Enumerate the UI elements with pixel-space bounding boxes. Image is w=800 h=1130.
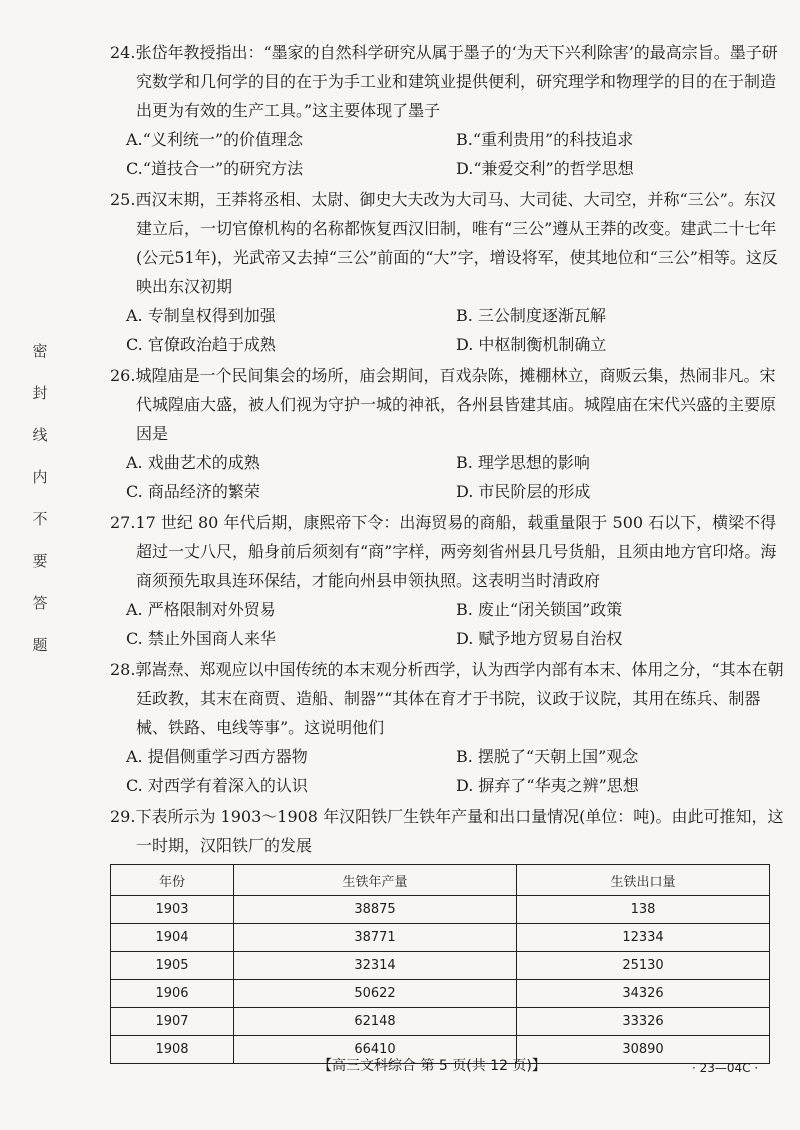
option-c: C. 禁止外国商人来华 [126, 629, 276, 648]
cell-output: 50622 [234, 980, 517, 1008]
option-a: A. 戏曲艺术的成熟 [126, 453, 260, 472]
option-a: A. 提倡侧重学习西方器物 [126, 747, 308, 766]
question-29 [110, 802, 790, 860]
column-header-output: 生铁年产量 [234, 865, 517, 896]
cell-output: 32314 [234, 952, 517, 980]
cell-output: 66410 [234, 1036, 517, 1064]
option-c: C. 官僚政治趋于成熟 [126, 335, 276, 354]
table-header-row [111, 865, 770, 896]
option-b: B. 摆脱了“天朝上国”观念 [456, 747, 639, 766]
side-char: 答 [32, 594, 48, 612]
cell-year: 1908 [111, 1036, 234, 1064]
question-number: 26. [110, 366, 136, 385]
table-row [111, 924, 770, 952]
options [110, 301, 790, 359]
question-stem [110, 802, 790, 860]
table-row [111, 896, 770, 924]
question-text: 17 世纪 80 年代后期，康熙帝下令：出海贸易的商船，载重量限于 500 石以下，横梁不得超过一丈八尺，船身前后须刻有“商”字样，两旁刻省州县几号货船，且须由地方官印烙。海商须预先取具连环保结，才能向州县申领执照。这表明当时清政府 [135, 513, 777, 590]
cell-export: 138 [517, 896, 770, 924]
question-text: 张岱年教授指出：“墨家的自然科学研究从属于墨子的‘为天下兴利除害’的最高宗旨。墨子研究数学和几何学的目的在于为手工业和建筑业提供便利，研究理学和物理学的目的在于制造出更为有效的生产工具。”这主要体现了墨子 [135, 43, 778, 120]
option-d: D. 中枢制衡机制确立 [456, 335, 607, 354]
option-c: C.“道技合一”的研究方法 [126, 159, 304, 178]
option-b: B. 理学思想的影响 [456, 453, 590, 472]
cell-export: 33326 [517, 1008, 770, 1036]
options [110, 742, 790, 800]
question-26 [110, 361, 790, 506]
question-stem [110, 361, 790, 448]
question-number: 29. [110, 807, 136, 826]
cell-export: 25130 [517, 952, 770, 980]
cell-export: 30890 [517, 1036, 770, 1064]
cell-year: 1906 [111, 980, 234, 1008]
question-number: 27. [110, 513, 136, 532]
cell-output: 38771 [234, 924, 517, 952]
option-b: B.“重利贵用”的科技追求 [456, 130, 634, 149]
question-text: 城隍庙是一个民间集会的场所，庙会期间，百戏杂陈，摊棚林立，商贩云集，热闹非凡。宋代城隍庙大盛，被人们视为守护一城的神祇，各州县皆建其庙。城隍庙在宋代兴盛的主要原因是 [135, 366, 777, 443]
options [110, 448, 790, 506]
page-number-label: 【高三文科综合 第 5 页(共 12 页)】 [318, 1058, 546, 1074]
question-number: 28. [110, 660, 136, 679]
side-char: 不 [32, 510, 48, 528]
column-header-export: 生铁出口量 [517, 865, 770, 896]
iron-output-table [110, 864, 770, 1064]
table-row [111, 952, 770, 980]
question-text: 西汉末期，王莽将丞相、太尉、御史大夫改为大司马、大司徒、大司空，并称“三公”。东汉建立后，一切官僚机构的名称都恢复西汉旧制，唯有“三公”遵从王莽的改变。建武二十七年(公元51年)，光武帝又去掉“三公”前面的“大”字，增设将军，使其地位和“三公”相等。这反映出东汉初期 [135, 190, 778, 296]
side-char: 要 [32, 552, 48, 570]
option-b: B. 废止“闭关锁国”政策 [456, 600, 623, 619]
question-list [110, 38, 790, 1064]
side-char: 题 [32, 636, 48, 654]
cell-year: 1905 [111, 952, 234, 980]
question-27 [110, 508, 790, 653]
option-c: C. 商品经济的繁荣 [126, 482, 260, 501]
question-text: 下表所示为 1903～1908 年汉阳铁厂生铁年产量和出口量情况(单位：吨)。由此可推知，这一时期，汉阳铁厂的发展 [135, 807, 784, 855]
option-d: D. 摒弃了“华夷之辨”思想 [456, 776, 639, 795]
cell-year: 1907 [111, 1008, 234, 1036]
option-a: A. 严格限制对外贸易 [126, 600, 276, 619]
cell-year: 1904 [111, 924, 234, 952]
cell-export: 34326 [517, 980, 770, 1008]
option-d: D. 市民阶层的形成 [456, 482, 591, 501]
option-a: A.“义利统一”的价值理念 [126, 130, 304, 149]
side-char: 线 [32, 426, 48, 444]
option-c: C. 对西学有着深入的认识 [126, 776, 308, 795]
column-header-year: 年份 [111, 865, 234, 896]
cell-export: 12334 [517, 924, 770, 952]
table-row [111, 1008, 770, 1036]
cell-output: 38875 [234, 896, 517, 924]
question-stem [110, 655, 790, 742]
question-28 [110, 655, 790, 800]
option-d: D.“兼爱交利”的哲学思想 [456, 159, 634, 178]
cell-output: 62148 [234, 1008, 517, 1036]
table-row [111, 980, 770, 1008]
question-number: 25. [110, 190, 136, 209]
question-stem [110, 185, 790, 301]
exam-code: · 23—04C · [692, 1061, 759, 1075]
cell-year: 1903 [111, 896, 234, 924]
question-stem [110, 508, 790, 595]
option-d: D. 赋予地方贸易自治权 [456, 629, 623, 648]
seal-line-note [28, 340, 52, 655]
options [110, 595, 790, 653]
question-stem [110, 38, 790, 125]
question-number: 24. [110, 43, 136, 62]
question-25 [110, 185, 790, 359]
option-a: A. 专制皇权得到加强 [126, 306, 276, 325]
question-24 [110, 38, 790, 183]
side-char: 封 [32, 384, 48, 402]
options [110, 125, 790, 183]
question-text: 郭嵩焘、郑观应以中国传统的本末观分析西学，认为西学内部有本末、体用之分，“其本在朝廷政教，其末在商贾、造船、制器”“其体在育才于书院，议政于议院，其用在练兵、制器械、铁路、电线等事”。这说明他们 [135, 660, 784, 737]
side-char: 密 [32, 342, 48, 360]
side-char: 内 [32, 468, 48, 486]
option-b: B. 三公制度逐渐瓦解 [456, 306, 606, 325]
